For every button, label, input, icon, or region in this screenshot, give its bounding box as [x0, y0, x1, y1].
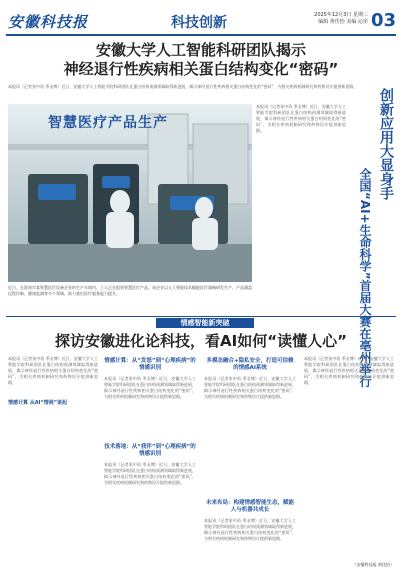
date-line: 2025年12月3日 星期三	[314, 12, 368, 18]
article2-col4: 本报讯（记者张中资 季圣博）近日，安徽大学人工智能学院科研团队在蛋白结构预测领域取得新进展，揭示神经退行性疾病相关蛋白结构变化的“密码”，为相关疾病机制研究和药物设计提供新思路。	[304, 356, 394, 385]
article1-lead: 本报讯（记者张中资 季圣博）近日，安徽大学人工智能学院科研团队在蛋白结构预测领域取得新进展，揭示神经退行性疾病相关蛋白结构变化的“密码”，为相关疾病机制研究和药物设计提供新思路。	[8, 84, 358, 89]
article1-body-right: 本报讯（记者张中资 季圣博）近日，安徽大学人工智能学院科研团队在蛋白结构预测领域取得新进展，揭示神经退行性疾病相关蛋白结构变化的“密码”，为相关疾病机制研究和药物设计提供新思路。	[256, 104, 346, 133]
article1-headline-line1: 安徽大学人工智能科研团队揭示	[95, 41, 306, 59]
section-band-label: 情感智能新突破	[156, 318, 254, 328]
editor-line: 编辑 黄佳怡 美编 沁彤	[318, 19, 368, 25]
page-number: 03	[370, 10, 396, 31]
factory-photo	[8, 104, 252, 282]
section-band	[6, 316, 396, 329]
article2-subhead3: 多模态融合+隐私安全，打造可信赖的情感AI系统	[206, 358, 294, 371]
article2-subhead-eq: 情感计算 从AI“情商”谈起	[8, 400, 68, 406]
article2-subhead1: 情感计算：从“发怒”到“心理疾病”的情感识别	[104, 358, 196, 371]
masthead	[6, 8, 396, 36]
photo-title: 智慧医疗产品生产	[48, 115, 168, 131]
article2-subhead5: 未来布局：构建情感智能生态，赋能人与机器共成长	[205, 500, 294, 513]
article2-headline: 探访安徽进化论科技，看AI如何“读懂人心”	[55, 332, 347, 350]
article2-byline: （安徽科技报 黄佳怡）	[352, 562, 394, 567]
photo-caption: 近日，在淮南市某智慧医疗设备企业的生产车间内，工人正在组装智慧医疗产品。该企业以人工智能技术赋能医疗器械研发生产，产品涵盖远程诊断、健康监测等多个领域，助力基层医疗服务能力提升。	[8, 285, 252, 296]
article2-subhead4: 技术落地：从“我伴”到“心理疾病”的情感识别	[104, 444, 196, 457]
article2-col3-bottom: 本报讯（记者张中资 季圣博）近日，安徽大学人工智能学院科研团队在蛋白结构预测领域取得新进展，揭示神经退行性疾病相关蛋白结构变化的“密码”，为相关疾病机制研究和药物设计提供新思路。	[204, 518, 296, 541]
sidebar-subtitle: 全国“AI+生命科学”首届大赛在亳州举行	[358, 168, 372, 388]
article2-col2-top: 本报讯（记者张中资 季圣博）近日，安徽大学人工智能学院科研团队在蛋白结构预测领域取得新进展，揭示神经退行性疾病相关蛋白结构变化的“密码”，为相关疾病机制研究和药物设计提供新思路。	[104, 376, 196, 399]
article2-col1: 本报讯（记者张中资 季圣博）近日，安徽大学人工智能学院科研团队在蛋白结构预测领域取得新进展，揭示神经退行性疾病相关蛋白结构变化的“密码”，为相关疾病机制研究和药物设计提供新思路。	[8, 356, 98, 385]
article2-col2-bottom: 本报讯（记者张中资 季圣博）近日，安徽大学人工智能学院科研团队在蛋白结构预测领域取得新进展，揭示神经退行性疾病相关蛋白结构变化的“密码”，为相关疾病机制研究和药物设计提供新思路。	[104, 462, 196, 485]
newspaper-logo: 安徽科技报	[8, 13, 89, 31]
section-title: 科技创新	[171, 15, 227, 31]
article1-headline-line2: 神经退行性疾病相关蛋白结构变化“密码”	[63, 60, 339, 78]
article2-col3-top: 本报讯（记者张中资 季圣博）近日，安徽大学人工智能学院科研团队在蛋白结构预测领域取得新进展，揭示神经退行性疾病相关蛋白结构变化的“密码”，为相关疾病机制研究和药物设计提供新思路。	[204, 376, 296, 399]
sidebar-title: 创新应用大显身手	[378, 88, 394, 200]
article1-headline	[6, 41, 396, 79]
